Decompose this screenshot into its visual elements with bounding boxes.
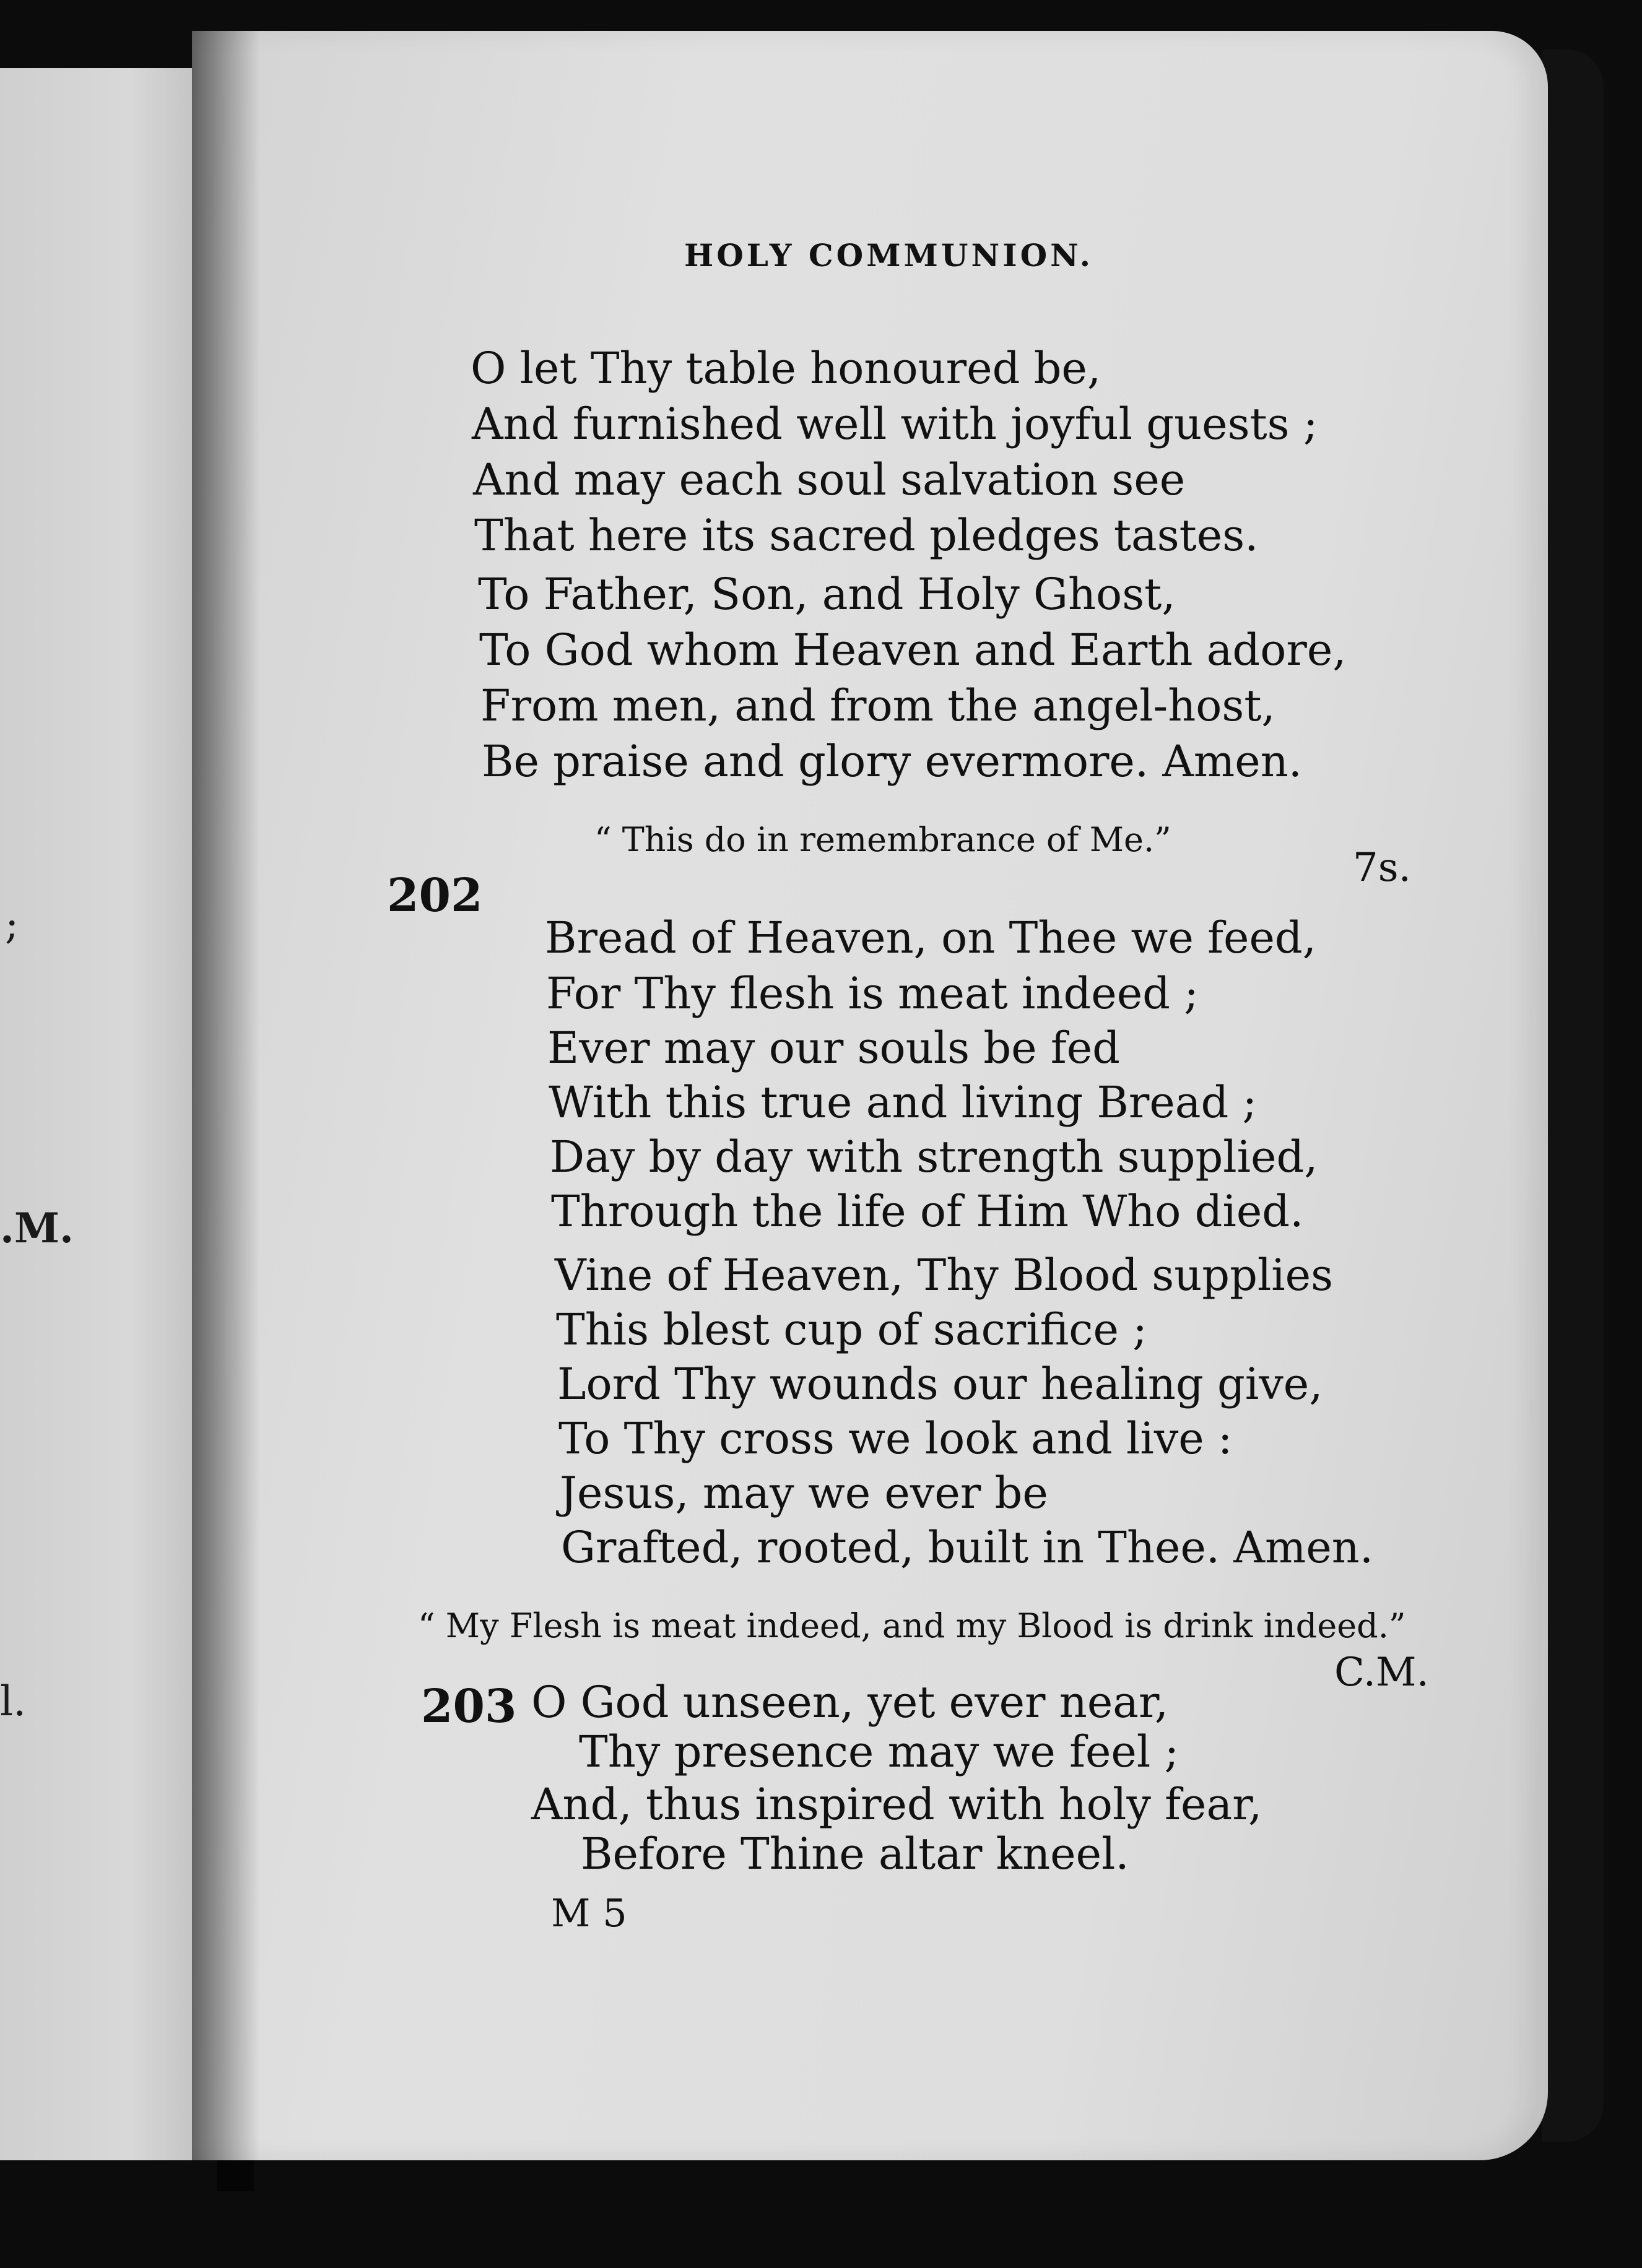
- hymn-203-epigraph: “ My Flesh is meat indeed, and my Blood is drink indeed.”: [418, 1606, 1406, 1645]
- hymn-202-number: 202: [387, 869, 483, 922]
- verse-line: Ever may our souls be fed: [547, 1023, 1120, 1073]
- left-page-fragment-1: ;: [5, 901, 19, 948]
- verse-line: From men, and from the angel-host,: [480, 680, 1275, 731]
- verse-line: Bread of Heaven, on Thee we feed,: [545, 912, 1316, 963]
- verse-line: To Father, Son, and Holy Ghost,: [478, 569, 1176, 620]
- hymn-203-meter: C.M.: [1334, 1650, 1429, 1695]
- verse-line: For Thy flesh is meat indeed ;: [546, 968, 1199, 1019]
- verse-line: Day by day with strength supplied,: [550, 1132, 1318, 1182]
- verse-line: And furnished well with joyful guests ;: [472, 399, 1318, 449]
- verse-line: O God unseen, yet ever near,: [531, 1677, 1169, 1728]
- verse-line: And may each soul salvation see: [473, 454, 1186, 505]
- verse-line: Lord Thy wounds our healing give,: [557, 1359, 1323, 1409]
- verse-line: That here its sacred pledges tastes.: [474, 510, 1259, 561]
- hymn-202-epigraph: “ This do in remembrance of Me.”: [594, 820, 1171, 859]
- verse-line: Before Thine altar kneel.: [581, 1829, 1129, 1879]
- left-facing-page: [0, 68, 217, 2160]
- verse-line: Jesus, may we ever be: [560, 1468, 1048, 1518]
- verse-line: Through the life of Him Who died.: [551, 1186, 1304, 1237]
- hymn-203-number: 203: [421, 1680, 517, 1733]
- verse-line: Thy presence may we feel ;: [579, 1726, 1179, 1777]
- left-page-fragment-2: .M.: [0, 1204, 74, 1252]
- left-page-fragment-3: l.: [0, 1677, 27, 1725]
- hymn-202-meter: 7s.: [1353, 845, 1411, 891]
- signature-mark: M 5: [551, 1890, 627, 1936]
- verse-line: And, thus inspired with holy fear,: [531, 1779, 1262, 1830]
- verse-line: This blest cup of sacrifice ;: [556, 1304, 1147, 1355]
- running-header: HOLY COMMUNION.: [684, 237, 1094, 274]
- verse-line: O let Thy table honoured be,: [471, 343, 1101, 394]
- verse-line: To God whom Heaven and Earth adore,: [479, 625, 1347, 675]
- verse-line: Vine of Heaven, Thy Blood supplies: [555, 1250, 1334, 1301]
- verse-line: To Thy cross we look and live :: [558, 1413, 1233, 1464]
- page-edge: [1542, 50, 1604, 2142]
- verse-line: With this true and living Bread ;: [549, 1077, 1258, 1128]
- verse-line: Be praise and glory evermore. Amen.: [482, 736, 1303, 787]
- verse-line: Grafted, rooted, built in Thee. Amen.: [561, 1522, 1374, 1573]
